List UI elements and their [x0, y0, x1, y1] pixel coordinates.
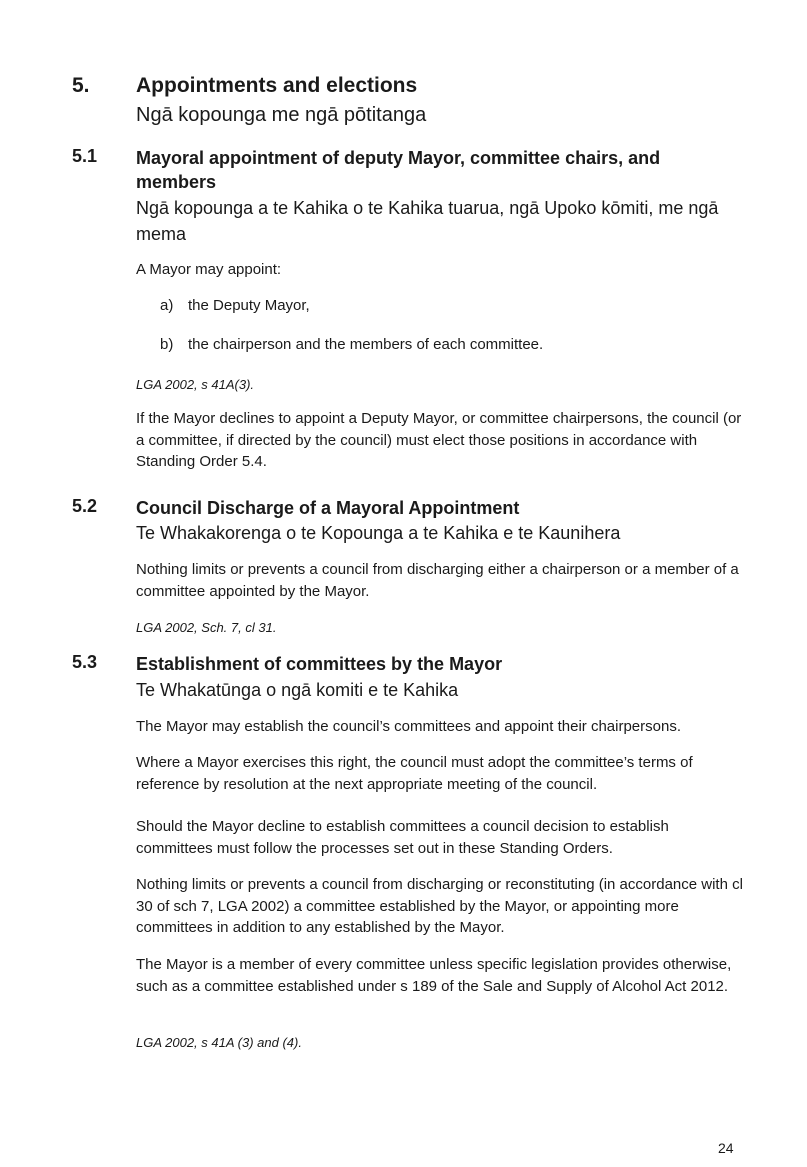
list-text: the chairperson and the members of each committee. — [188, 336, 544, 353]
s51-citation: LGA 2002, s 41A(3). — [136, 377, 255, 392]
s51-intro: A Mayor may appoint: — [136, 261, 282, 278]
s53-paragraph-1: The Mayor may establish the council’s committees and appoint their chairpersons. — [136, 718, 681, 735]
subsection-number: 5.3 — [72, 652, 98, 672]
s53-paragraph-2: Where a Mayor exercises this right, the council must adopt the committee’s terms of reference by resolution at the next appropriate meeting of the council. — [136, 754, 693, 793]
subsection-subtitle: Ngā kopounga a te Kahika o te Kahika tuarua, ngā Upoko kōmiti, me ngā mema — [136, 198, 719, 244]
list-marker: a) — [160, 297, 174, 314]
subsection-title: Mayoral appointment of deputy Mayor, committee chairs, and members — [136, 148, 661, 192]
s53-paragraph-3: Should the Mayor decline to establish committees a council decision to establish committees must follow the processes set out in these Standing Orders. — [136, 818, 669, 857]
subsection-title: Establishment of committees by the Mayor — [136, 654, 503, 674]
section-subtitle: Ngā kopounga me ngā pōtitanga — [136, 104, 427, 126]
s52-paragraph: Nothing limits or prevents a council from discharging either a chairperson or a member of a committee appointed by the Mayor. — [136, 561, 739, 600]
subsection-number: 5.1 — [72, 146, 98, 166]
list-text: the Deputy Mayor, — [188, 297, 310, 314]
page-number: 24 — [718, 1140, 734, 1156]
list-item-a — [160, 297, 310, 314]
subsection-subtitle: Te Whakatūnga o ngā komiti e te Kahika — [136, 680, 459, 700]
subsection-number: 5.2 — [72, 496, 98, 516]
section-title: Appointments and elections — [136, 74, 418, 97]
s53-paragraph-4: Nothing limits or prevents a council from discharging or reconstituting (in accordance with cl 30 of sch 7, LGA 2002) a committee established by the Mayor, or appointing more committees in addition to any established by the Mayor. — [136, 876, 743, 936]
s52-citation: LGA 2002, Sch. 7, cl 31. — [136, 620, 277, 635]
section-number: 5. — [72, 74, 90, 97]
s51-paragraph: If the Mayor declines to appoint a Deputy Mayor, or committee chairpersons, the council (or a committee, if directed by the council) must elect those positions in accordance with Standing Order 5.4. — [136, 410, 742, 470]
list-item-b — [160, 336, 543, 353]
subsection-subtitle: Te Whakakorenga o te Kopounga a te Kahika e te Kaunihera — [136, 523, 621, 543]
list-marker: b) — [160, 336, 174, 353]
subsection-title: Council Discharge of a Mayoral Appointment — [136, 498, 520, 518]
s53-paragraph-5: The Mayor is a member of every committee unless specific legislation provides otherwise, such as a committee established under s 189 of the Sale and Supply of Alcohol Act 2012. — [136, 956, 732, 995]
s53-citation: LGA 2002, s 41A (3) and (4). — [136, 1035, 302, 1050]
